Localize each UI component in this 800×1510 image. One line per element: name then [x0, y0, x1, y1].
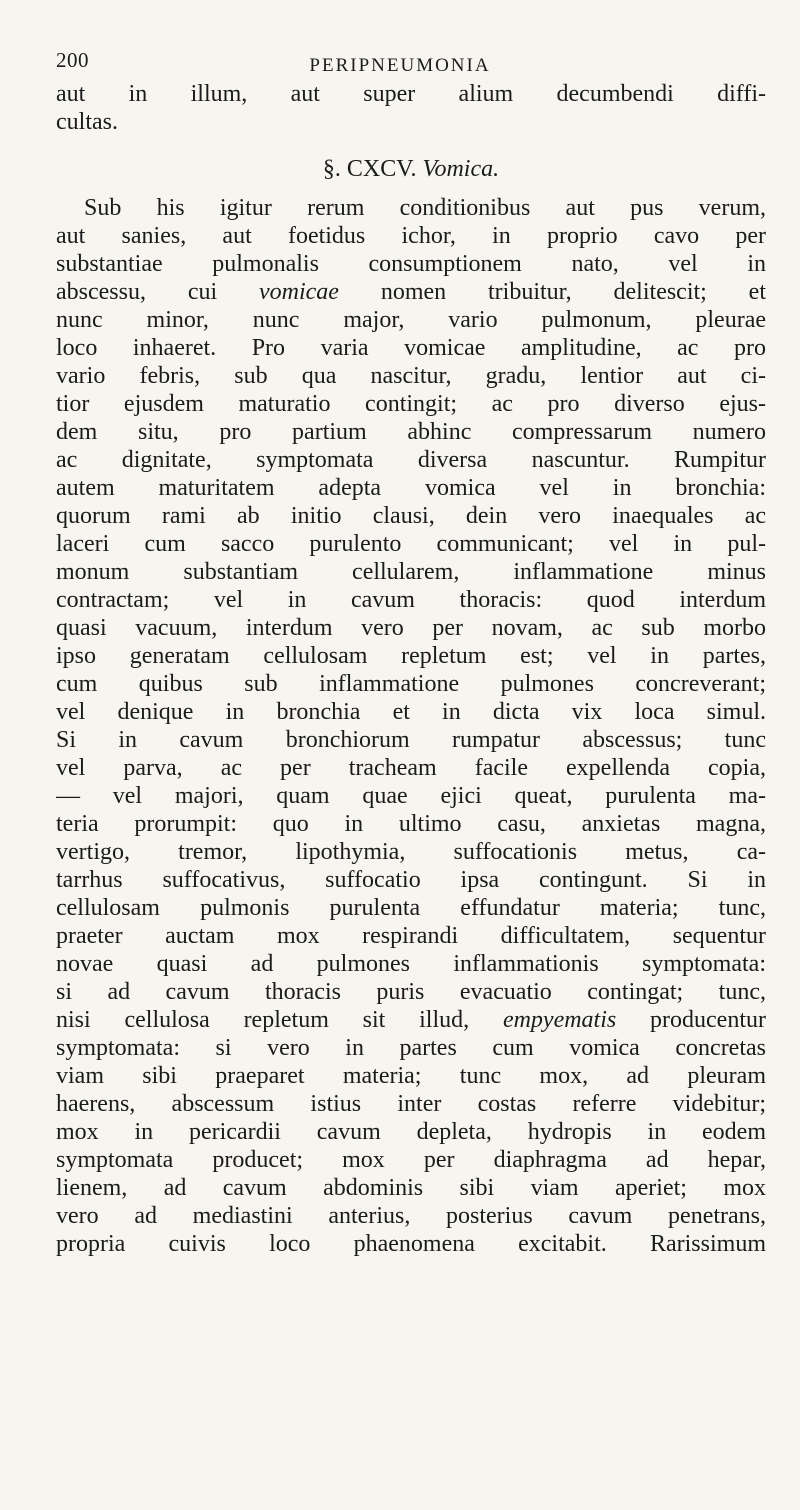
text-line: si ad cavum thoracis puris evacuatio contingat; tunc, — [56, 979, 766, 1005]
text-line: cum quibus sub inflammatione pulmones concreverant; — [56, 671, 766, 697]
text-line: nisi cellulosa repletum sit illud, empyematis producentur — [56, 1007, 766, 1033]
text-line: praeter auctam mox respirandi difficultatem, sequentur — [56, 923, 766, 949]
section-heading — [56, 154, 766, 184]
text-line: ac dignitate, symptomata diversa nascuntur. Rumpitur — [56, 447, 766, 473]
text-line: vel denique in bronchia et in dicta vix loca simul. — [56, 699, 766, 725]
text-line: quasi vacuum, interdum vero per novam, ac sub morbo — [56, 615, 766, 641]
text-line: aut in illum, aut super alium decumbendi diffi- — [56, 81, 766, 107]
running-head: PERIPNEUMONIA — [309, 55, 491, 76]
text-line: novae quasi ad pulmones inflammationis symptomata: — [56, 951, 766, 977]
text-line: laceri cum sacco purulento communicant; vel in pul- — [56, 531, 766, 557]
section-title: Vomica. — [422, 156, 500, 182]
text-line: propria cuivis loco phaenomena excitabit. Rarissimum — [56, 1231, 766, 1257]
text-line: vario febris, sub qua nascitur, gradu, lentior aut ci- — [56, 363, 766, 389]
text-line: vero ad mediastini anterius, posterius cavum penetrans, — [56, 1203, 766, 1229]
italic-term: vomicae — [259, 279, 339, 305]
text-line: substantiae pulmonalis consumptionem nato, vel in — [56, 251, 766, 277]
text-line: symptomata producet; mox per diaphragma ad hepar, — [56, 1147, 766, 1173]
text-line: contractam; vel in cavum thoracis: quod interdum — [56, 587, 766, 613]
text-line: ipso generatam cellulosam repletum est; vel in partes, — [56, 643, 766, 669]
text-line: Si in cavum bronchiorum rumpatur abscessus; tunc — [56, 727, 766, 753]
text-line: monum substantiam cellularem, inflammatione minus — [56, 559, 766, 585]
text-line: vel parva, ac per tracheam facile expellenda copia, — [56, 755, 766, 781]
text-line: — vel majori, quam quae ejici queat, purulenta ma- — [56, 783, 766, 809]
text-line: haerens, abscessum istius inter costas referre videbitur; — [56, 1091, 766, 1117]
page-number: 200 — [56, 48, 89, 72]
text-line: viam sibi praeparet materia; tunc mox, ad pleuram — [56, 1063, 766, 1089]
text-line: loco inhaeret. Pro varia vomicae amplitudine, ac pro — [56, 335, 766, 361]
text-line: tarrhus suffocativus, suffocatio ipsa contingunt. Si in — [56, 867, 766, 893]
text-line: autem maturitatem adepta vomica vel in bronchia: — [56, 475, 766, 501]
text-line: abscessu, cui vomicae nomen tribuitur, delitescit; et — [56, 279, 766, 305]
text-line: cellulosam pulmonis purulenta effundatur materia; tunc, — [56, 895, 766, 921]
text-line: quorum rami ab initio clausi, dein vero inaequales ac — [56, 503, 766, 529]
text-line: nunc minor, nunc major, vario pulmonum, pleurae — [56, 307, 766, 333]
text-line: tior ejusdem maturatio contingit; ac pro diverso ejus- — [56, 391, 766, 417]
text-line: dem situ, pro partium abhinc compressarum numero — [56, 419, 766, 445]
body-text — [56, 80, 766, 1258]
text-line: symptomata: si vero in partes cum vomica concretas — [56, 1035, 766, 1061]
text-line: Sub his igitur rerum conditionibus aut pus verum, — [84, 195, 766, 221]
text-line: mox in pericardii cavum depleta, hydropis in eodem — [56, 1119, 766, 1145]
text-line: teria prorumpit: quo in ultimo casu, anxietas magna, — [56, 811, 766, 837]
text-line: cultas. — [56, 109, 118, 135]
italic-term: empyematis — [502, 1007, 617, 1033]
text-line: lienem, ad cavum abdominis sibi viam aperiet; mox — [56, 1175, 766, 1201]
text-line: aut sanies, aut foetidus ichor, in proprio cavo per — [56, 223, 766, 249]
text-line: vertigo, tremor, lipothymia, suffocationis metus, ca- — [56, 839, 766, 865]
section-number: §. CXCV. — [322, 156, 417, 182]
